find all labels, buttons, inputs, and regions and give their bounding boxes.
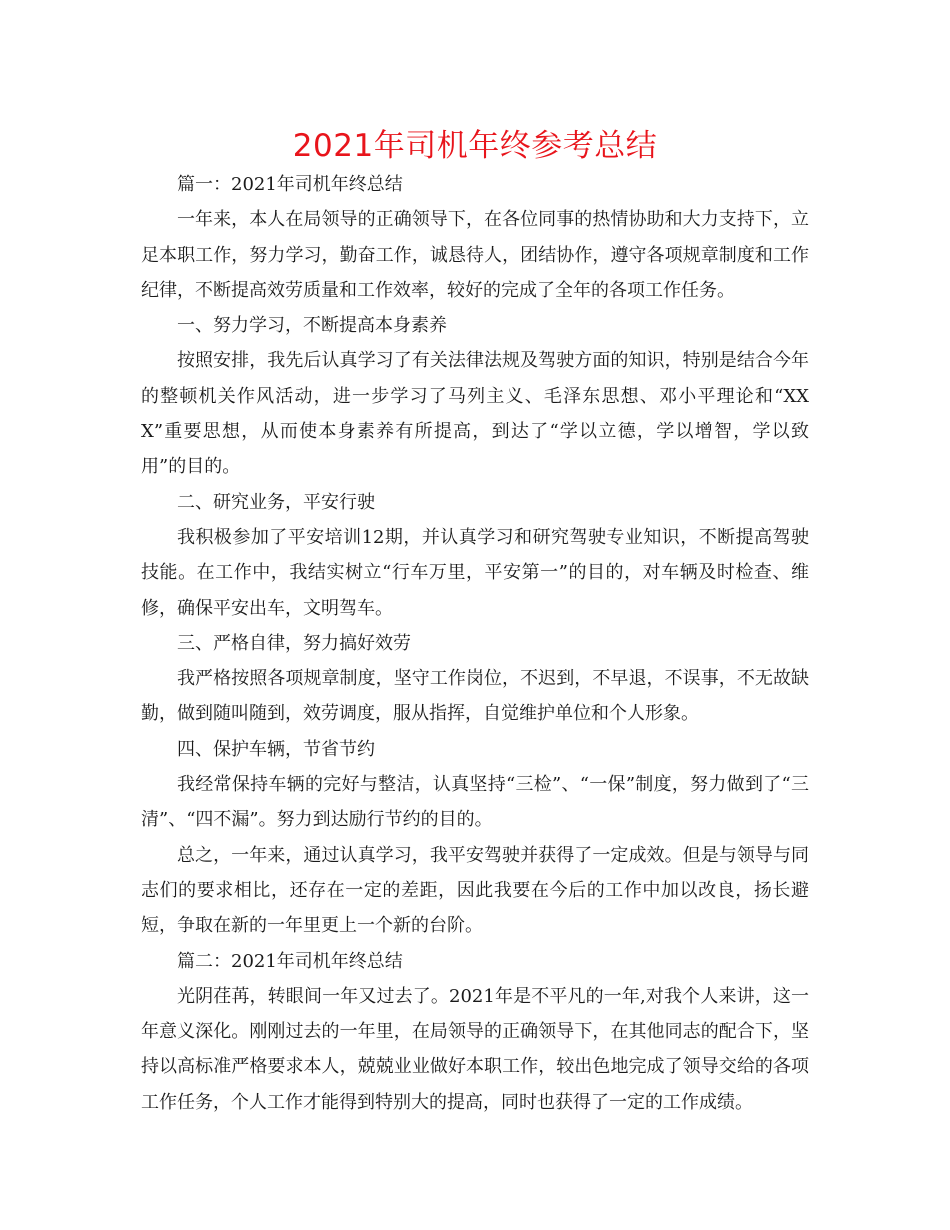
section-heading-study: 一、努力学习，不断提高本身素养	[177, 315, 447, 337]
document-body	[141, 167, 809, 1120]
paragraph-summary: 总之，一年来，通过认真学习，我平安驾驶并获得了一定成效。但是与领导与同志们的要求相比，还存在一定的差距，因此我要在今后的工作中加以改良，扬长避短，争取在新的一年里更上一个新的台阶。	[141, 844, 809, 937]
section-heading-safety: 二、研究业务，平安行驶	[177, 491, 375, 513]
paragraph-study: 按照安排，我先后认真学习了有关法律法规及驾驶方面的知识，特别是结合今年的整顿机关作风活动，进一步学习了马列主义、毛泽东思想、邓小平理论和“XXX”重要思想，从而使本身素养有所提高，到达了“学以立德，学以增智，学以致用”的目的。	[141, 350, 809, 478]
section-heading-discipline: 三、严格自律，努力搞好效劳	[177, 632, 411, 654]
document-title: 2021年司机年终参考总结	[292, 128, 658, 164]
paragraph-safety: 我积极参加了平安培训12期，并认真学习和研究驾驶专业知识，不断提高驾驶技能。在工作中，我结实树立“行车万里，平安第一”的目的，对车辆及时检查、维修，确保平安出车，文明驾车。	[141, 526, 809, 619]
paragraph-part-one-heading: 篇一：2021年司机年终总结	[177, 174, 403, 195]
section-heading-vehicle: 四、保护车辆，节省节约	[177, 738, 375, 760]
paragraph-part-two-intro: 光阴荏苒，转眼间一年又过去了。2021年是不平凡的一年,对我个人来讲，这一年意义深化。刚刚过去的一年里，在局领导的正确领导下，在其他同志的配合下，坚持以高标准严格要求本人，兢兢业业做好本职工作，较出色地完成了领导交给的各项工作任务，个人工作才能得到特别大的提高，同时也获得了一定的工作成绩。	[141, 985, 809, 1113]
paragraph-vehicle: 我经常保持车辆的完好与整洁，认真坚持“三检”、“一保”制度，努力做到了“三清”、“四不漏”。努力到达励行节约的目的。	[141, 774, 809, 831]
paragraph-intro: 一年来，本人在局领导的正确领导下，在各位同事的热情协助和大力支持下，立足本职工作，努力学习，勤奋工作，诚恳待人，团结协作，遵守各项规章制度和工作纪律，不断提高效劳质量和工作效率，较好的完成了全年的各项工作任务。	[141, 209, 809, 301]
paragraph-part-two-heading: 篇二：2021年司机年终总结	[177, 950, 403, 972]
paragraph-discipline: 我严格按照各项规章制度，坚守工作岗位，不迟到，不早退，不误事，不无故缺勤，做到随叫随到，效劳调度，服从指挥，自觉维护单位和个人形象。	[141, 668, 809, 725]
